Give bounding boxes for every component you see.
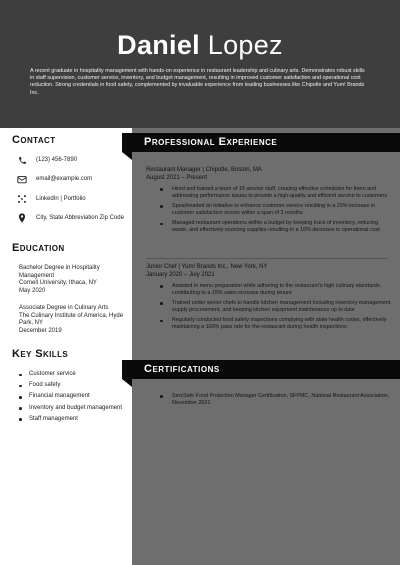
job-title: Junior Chef | Yum! Brands Inc., New York, NY	[146, 264, 268, 270]
skill-item: Food safety	[18, 382, 128, 390]
degree: Associate Degree in Culinary Arts	[19, 305, 109, 311]
email-address: email@example.com	[36, 176, 93, 182]
job-header	[146, 264, 386, 279]
skill-item: Customer service	[18, 371, 128, 379]
education-entry	[19, 305, 129, 335]
heading-bar-notch	[122, 379, 132, 387]
location-text: City, State Abbreviation Zip Code	[36, 215, 124, 221]
graduation-date: May 2020	[19, 287, 46, 294]
heading-bar-notch	[122, 152, 132, 160]
phone-number: (123) 456-7890	[36, 157, 78, 163]
skills-heading: Key Skills	[12, 348, 69, 360]
contact-heading: Contact	[12, 134, 56, 146]
job-dates: August 2021 – Present	[146, 174, 208, 181]
job-header	[146, 167, 386, 182]
link-icon	[17, 194, 27, 204]
education-heading: Education	[12, 242, 65, 254]
resume-header	[0, 0, 400, 128]
job-bullet: Regularly conducted food safety inspections complying with state health codes, effectively maintaining a 100% pass rate for the restaurant during health inspections	[146, 317, 392, 331]
experience-heading: Professional Experience	[144, 136, 278, 148]
certifications-heading: Certifications	[144, 363, 220, 375]
skills-list	[18, 371, 128, 427]
job-bullet: Hired and trained a team of 15 service staff, creating effective schedules for them and addressing performance issues to provide a high-quality and efficient service to customers	[146, 186, 392, 200]
skill-item: Financial management	[18, 393, 128, 401]
job-bullet: Spearheaded an initiative to enhance customer service resulting in a 20% increase in customer satisfaction scores within a span of 3 months	[146, 203, 392, 217]
envelope-icon	[17, 174, 27, 184]
certification-list	[146, 393, 392, 410]
certifications-heading-bar	[122, 360, 400, 379]
job-dates: January 2020 – July 2021	[146, 271, 215, 278]
skill-item: Staff management	[18, 416, 128, 424]
graduation-date: December 2019	[19, 327, 62, 334]
last-name: Lopez	[207, 30, 283, 60]
job-bullet: Assisted in menu preparation while adhering to the restaurant's high culinary standards, contributing to a 15% sales increase during tenure	[146, 283, 392, 297]
job-divider	[146, 258, 388, 259]
job-bullets	[146, 186, 392, 238]
job-bullet: Trained under senior chefs to handle kitchen management including inventory management, supply procurement, and keeping kitchen equipment maintenance up to date	[146, 300, 392, 314]
profile-links: LinkedIn | Portfolio	[36, 196, 86, 202]
education-entry	[19, 265, 129, 295]
phone-icon	[17, 155, 27, 165]
school: The Culinary Institute of America, Hyde Park, NY	[19, 312, 124, 327]
skill-item: Inventory and budget management	[18, 405, 128, 413]
job-bullet: Managed restaurant operations within a budget by keeping track of inventory, reducing waste, and effectively sourcing supplies resulting in a 10% decrease in operational cost	[146, 220, 392, 234]
location-pin-icon	[17, 213, 27, 223]
school: Cornell University, Ithaca, NY	[19, 280, 97, 287]
degree: Bachelor Degree in Hospitality Management	[19, 265, 100, 279]
summary-text: A recent graduate in hospitality management with hands-on experience in restaurant leadership and culinary arts. Demonstrates robust skills in staff supervision, customer service, inventory, and budget management, resulting in improved customer satisfaction and operational cost reduction. Strong credentials in food safety, complemented by invaluable experience from leading businesses like Chipotle and Yum! Brands Inc.	[30, 68, 365, 96]
candidate-name	[0, 27, 400, 63]
experience-heading-bar	[122, 133, 400, 152]
job-bullets	[146, 283, 392, 335]
job-title: Restaurant Manager | Chipotle, Boston, MA	[146, 167, 262, 173]
first-name: Daniel	[117, 30, 200, 60]
certification-item: ServSafe Food Protection Manager Certification, SFPMC, National Restaurant Association, November 2021	[146, 393, 392, 407]
